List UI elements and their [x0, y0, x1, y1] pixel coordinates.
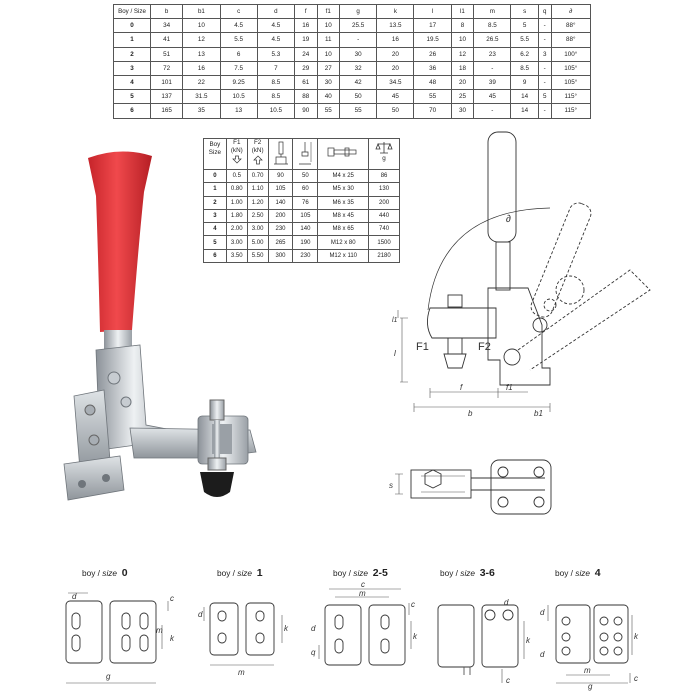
base2-c2: c	[411, 600, 415, 609]
table-cell: 30	[340, 47, 377, 61]
drawing-handle-stem	[496, 242, 510, 290]
table-cell: M12 x 80	[318, 236, 369, 249]
table-cell: 45	[474, 90, 511, 104]
toggle-clamp-photo	[60, 140, 300, 520]
base2-c: c	[361, 580, 365, 589]
drawing-arm	[427, 308, 496, 338]
caption-size-word: size	[460, 568, 476, 578]
spindle-thread	[214, 420, 220, 460]
dimension-table-header	[114, 5, 591, 19]
table-cell: 8.5	[257, 90, 294, 104]
dimension-header-cell: k	[377, 5, 414, 19]
caption-size-3-6	[440, 567, 495, 579]
table-cell: 6.2	[511, 47, 538, 61]
table-cell: 140	[293, 223, 318, 236]
dim-s: s	[389, 481, 393, 490]
top-hole-3	[498, 497, 508, 507]
f1-unit: (kN)	[230, 147, 243, 154]
table-cell: -	[538, 104, 551, 118]
drawing-spindle-top	[448, 295, 462, 307]
table-cell: 55	[414, 90, 451, 104]
table-cell: 100°	[551, 47, 590, 61]
base1-k: k	[284, 624, 288, 633]
caption-size-word: size	[575, 568, 591, 578]
table-cell: 200	[268, 209, 293, 222]
table-cell: 115°	[551, 104, 590, 118]
base0-c: c	[170, 594, 174, 603]
table-cell: M8 x 45	[318, 209, 369, 222]
table-cell: 20	[377, 61, 414, 75]
table-cell: 10	[183, 19, 220, 33]
table-cell: 265	[268, 236, 293, 249]
table-cell: 10	[317, 19, 340, 33]
top-hole	[498, 467, 508, 477]
table-cell: 55	[340, 104, 377, 118]
table-cell: M5 x 30	[318, 183, 369, 196]
drawing-handle	[488, 132, 516, 242]
base-view-size-2-5	[305, 580, 425, 690]
top-nut	[425, 470, 441, 488]
table-cell: 22	[183, 75, 220, 89]
table-cell: 17	[414, 19, 451, 33]
table-cell: 4	[204, 223, 227, 236]
table-cell: 5.50	[247, 249, 268, 262]
spindle-nut-bottom	[208, 458, 226, 470]
drawing-pad	[444, 354, 466, 368]
table-cell: 20	[451, 75, 474, 89]
table-cell: 41	[151, 33, 183, 47]
table-cell: 0.70	[247, 170, 268, 183]
table-cell: 1	[204, 183, 227, 196]
dimension-header-cell: b	[151, 5, 183, 19]
table-row	[114, 61, 591, 75]
table-cell: 5	[538, 90, 551, 104]
table-cell: 1500	[369, 236, 400, 249]
table-cell: 9.25	[220, 75, 257, 89]
table-cell: -	[340, 33, 377, 47]
table-cell: 88	[295, 90, 318, 104]
table-row	[114, 19, 591, 33]
dimension-header-cell: d	[257, 5, 294, 19]
table-cell: 88°	[551, 19, 590, 33]
table-cell: 76	[293, 196, 318, 209]
size-header-text: Boy Size	[208, 141, 222, 156]
dimension-header-cell: f1	[317, 5, 340, 19]
caption-prefix: boy /	[82, 568, 103, 578]
table-cell: 4.5	[257, 19, 294, 33]
table-cell: 6	[220, 47, 257, 61]
table-cell: 8.5	[257, 75, 294, 89]
table-row	[114, 47, 591, 61]
table-cell: 5.00	[247, 236, 268, 249]
dim-b1: b1	[534, 409, 543, 418]
base1-d: d	[198, 610, 203, 619]
table-cell: 740	[369, 223, 400, 236]
dim-b: b	[468, 409, 473, 418]
table-cell: 8.5	[474, 19, 511, 33]
table-cell: 5.5	[220, 33, 257, 47]
caption-size-2-5	[333, 567, 388, 579]
table-cell: 3	[114, 61, 151, 75]
table-cell: 34.5	[377, 75, 414, 89]
table-cell: 105	[293, 209, 318, 222]
table-cell: 35	[183, 104, 220, 118]
table-cell: 115°	[551, 90, 590, 104]
table-cell: 16	[377, 33, 414, 47]
caption-number: 4	[594, 567, 601, 579]
table-cell: 5	[511, 19, 538, 33]
table-cell: 4.5	[220, 19, 257, 33]
table-cell: 1.10	[247, 183, 268, 196]
table-cell: 24	[295, 47, 318, 61]
bolt-header	[318, 139, 369, 170]
caption-size-4	[555, 567, 601, 579]
table-cell: -	[474, 104, 511, 118]
caption-number: 1	[256, 567, 263, 579]
caption-prefix: boy /	[333, 568, 354, 578]
angle-arc	[428, 208, 550, 310]
table-cell: 7	[257, 61, 294, 75]
table-cell: 300	[268, 249, 293, 262]
table-cell: 230	[268, 223, 293, 236]
dimension-header-cell: ∂	[551, 5, 590, 19]
top-hole-4	[534, 497, 544, 507]
table-cell: 39	[474, 75, 511, 89]
dimension-header-cell: b1	[183, 5, 220, 19]
table-cell: M6 x 35	[318, 196, 369, 209]
table-cell: 7.5	[220, 61, 257, 75]
table-cell: 5.3	[257, 47, 294, 61]
f2-unit: (kN)	[251, 147, 264, 154]
table-cell: 200	[369, 196, 400, 209]
table-cell: 11	[317, 33, 340, 47]
base3-c: c	[506, 676, 510, 685]
table-cell: 14	[511, 104, 538, 118]
table-cell: 2180	[369, 249, 400, 262]
mount-hole-2	[102, 474, 110, 482]
f2-force-label: F2	[478, 341, 491, 353]
table-cell: 10.5	[257, 104, 294, 118]
table-cell: 5	[114, 90, 151, 104]
table-cell: 26.5	[474, 33, 511, 47]
base0-m: m	[156, 626, 163, 635]
f1-force-label: F1	[416, 341, 429, 353]
base4-m: m	[584, 666, 591, 675]
table-cell: 1.00	[226, 196, 247, 209]
weight-unit: g	[382, 155, 386, 162]
table-cell: 40	[317, 90, 340, 104]
base4-k: k	[634, 632, 638, 641]
table-cell: 13.5	[377, 19, 414, 33]
table-cell: 19	[295, 33, 318, 47]
table-cell: M12 x 110	[318, 249, 369, 262]
caption-prefix: boy /	[217, 568, 238, 578]
table-cell: 4.5	[257, 33, 294, 47]
table-cell: 60	[293, 183, 318, 196]
table-cell: 6	[204, 249, 227, 262]
dim-l1: l1	[392, 317, 398, 324]
dimension-header-cell: m	[474, 5, 511, 19]
table-cell: 70	[414, 104, 451, 118]
table-cell: 105°	[551, 61, 590, 75]
base-view-size-1	[190, 585, 310, 690]
table-cell: 72	[151, 61, 183, 75]
table-cell: 130	[369, 183, 400, 196]
table-cell: 105°	[551, 75, 590, 89]
table-cell: 31.5	[183, 90, 220, 104]
table-cell: 90	[295, 104, 318, 118]
open-handle-dashed	[518, 200, 650, 370]
table-cell: 2	[204, 196, 227, 209]
base4-d: d	[540, 608, 545, 617]
caption-size-1	[217, 567, 263, 579]
table-cell: 12	[451, 47, 474, 61]
table-cell: 12	[183, 33, 220, 47]
mount-hole	[78, 480, 86, 488]
dimension-header-cell: l1	[451, 5, 474, 19]
base2-q: q	[311, 648, 316, 657]
table-cell: 48	[414, 75, 451, 89]
dim-f1: f1	[506, 383, 513, 392]
dimension-table	[113, 4, 591, 119]
dimension-header-cell: Boy / Size	[114, 5, 151, 19]
side-rivet-2	[89, 435, 99, 445]
table-cell: 16	[183, 61, 220, 75]
bolt-icon	[325, 145, 361, 159]
base2-m: m	[359, 589, 366, 598]
table-cell: 45	[377, 90, 414, 104]
rubber-pad	[200, 472, 234, 497]
table-row	[114, 104, 591, 118]
dimension-header-cell: f	[295, 5, 318, 19]
drawing-body	[488, 288, 550, 385]
top-hole-2	[534, 467, 544, 477]
table-cell: 165	[151, 104, 183, 118]
scale-icon	[375, 141, 393, 155]
table-cell: 1.80	[226, 209, 247, 222]
table-row	[114, 90, 591, 104]
table-cell: 6	[114, 104, 151, 118]
caption-number: 3-6	[479, 567, 495, 579]
dimension-table-body	[114, 19, 591, 118]
drawing-spindle-bottom	[448, 338, 462, 354]
dim-f: f	[460, 383, 463, 392]
base4-d2: d	[540, 650, 545, 659]
table-cell: 2.00	[226, 223, 247, 236]
table-cell: 3	[204, 209, 227, 222]
table-cell: -	[538, 33, 551, 47]
caption-size-word: size	[353, 568, 369, 578]
side-rivet	[85, 405, 95, 415]
table-row	[114, 75, 591, 89]
table-cell: 0.5	[226, 170, 247, 183]
base0-k: k	[170, 634, 174, 643]
table-row	[114, 33, 591, 47]
table-cell: 18	[451, 61, 474, 75]
dim-l: l	[394, 349, 396, 358]
table-cell: 440	[369, 209, 400, 222]
dimension-lines	[398, 310, 550, 412]
table-cell: 50	[293, 170, 318, 183]
base2-d: d	[311, 624, 316, 633]
table-cell: 4	[114, 75, 151, 89]
table-cell: 1	[114, 33, 151, 47]
table-cell: 2.50	[247, 209, 268, 222]
table-cell: 20	[377, 47, 414, 61]
caption-number: 0	[121, 567, 128, 579]
caption-size-0	[82, 567, 128, 579]
table-cell: -	[538, 61, 551, 75]
table-cell: 140	[268, 196, 293, 209]
table-cell: 13	[220, 104, 257, 118]
table-cell: 50	[340, 90, 377, 104]
red-handle	[88, 151, 152, 332]
dimension-header-cell: c	[220, 5, 257, 19]
f2-header-label: F2	[253, 139, 262, 146]
table-cell: 190	[293, 236, 318, 249]
f1-header-label: F1	[233, 139, 241, 146]
table-cell: 2	[114, 47, 151, 61]
table-cell: 16	[295, 19, 318, 33]
table-cell: 3.50	[226, 249, 247, 262]
table-cell: 50	[377, 104, 414, 118]
table-cell: 3.00	[247, 223, 268, 236]
dim-s-line	[395, 474, 403, 494]
base0-g: g	[106, 672, 111, 681]
base-view-size-0	[58, 585, 178, 690]
table-cell: 88°	[551, 33, 590, 47]
table-cell: 90	[268, 170, 293, 183]
top-arm-link	[471, 478, 545, 490]
pivot-rivet-2	[121, 397, 131, 407]
table-cell: 9	[511, 75, 538, 89]
table-cell: 55	[317, 104, 340, 118]
table-cell: 26	[414, 47, 451, 61]
table-cell: 34	[151, 19, 183, 33]
table-cell: 61	[295, 75, 318, 89]
pivot-rivet	[108, 372, 120, 384]
table-cell: 30	[317, 75, 340, 89]
table-cell: -	[538, 75, 551, 89]
weight-header	[369, 139, 400, 170]
table-cell: 0	[204, 170, 227, 183]
base3-k: k	[526, 636, 530, 645]
table-cell: 36	[414, 61, 451, 75]
table-cell: 3.00	[226, 236, 247, 249]
table-cell: M4 x 25	[318, 170, 369, 183]
table-cell: 105	[268, 183, 293, 196]
table-cell: 101	[151, 75, 183, 89]
base-flange	[64, 456, 124, 500]
table-cell: -	[474, 61, 511, 75]
drawing-pivot-2	[504, 349, 520, 365]
table-cell: -	[538, 19, 551, 33]
caption-number: 2-5	[372, 567, 388, 579]
top-view-drawing	[385, 440, 565, 530]
table-cell: 3	[538, 47, 551, 61]
dimension-header-cell: g	[340, 5, 377, 19]
base0-d: d	[72, 592, 77, 601]
caption-size-word: size	[237, 568, 253, 578]
table-cell: 23	[474, 47, 511, 61]
angle-label: ∂	[506, 214, 511, 225]
table-cell: 0	[114, 19, 151, 33]
dimension-header-cell: s	[511, 5, 538, 19]
caption-size-word: size	[102, 568, 118, 578]
caption-prefix: boy /	[440, 568, 461, 578]
base2-k: k	[413, 632, 417, 641]
spindle-nut-top	[210, 400, 224, 420]
table-cell: 32	[340, 61, 377, 75]
table-cell: 42	[340, 75, 377, 89]
table-cell: 10	[451, 33, 474, 47]
table-cell: 10	[317, 47, 340, 61]
base3-d: d	[504, 598, 509, 607]
table-cell: 25	[451, 90, 474, 104]
caption-prefix: boy /	[555, 568, 576, 578]
dimension-header-cell: l	[414, 5, 451, 19]
table-cell: 10.5	[220, 90, 257, 104]
table-cell: 0.80	[226, 183, 247, 196]
table-cell: 8.5	[511, 61, 538, 75]
table-cell: 230	[293, 249, 318, 262]
base-view-size-4	[540, 585, 660, 690]
table-cell: 5	[204, 236, 227, 249]
table-cell: 30	[451, 104, 474, 118]
table-cell: 1.20	[247, 196, 268, 209]
base4-c: c	[634, 674, 638, 683]
table-cell: 27	[317, 61, 340, 75]
table-cell: 86	[369, 170, 400, 183]
table-cell: 13	[183, 47, 220, 61]
table-cell: 137	[151, 90, 183, 104]
table-cell: 8	[451, 19, 474, 33]
base-view-size-3-6	[420, 585, 540, 690]
table-cell: M8 x 65	[318, 223, 369, 236]
base1-m: m	[238, 668, 245, 677]
base4-g: g	[588, 682, 593, 691]
side-view-drawing	[392, 120, 700, 420]
table-cell: 19.5	[414, 33, 451, 47]
table-cell: 14	[511, 90, 538, 104]
table-cell: 25.5	[340, 19, 377, 33]
dimension-header-cell: q	[538, 5, 551, 19]
table-cell: 5.5	[511, 33, 538, 47]
table-cell: 29	[295, 61, 318, 75]
table-cell: 51	[151, 47, 183, 61]
